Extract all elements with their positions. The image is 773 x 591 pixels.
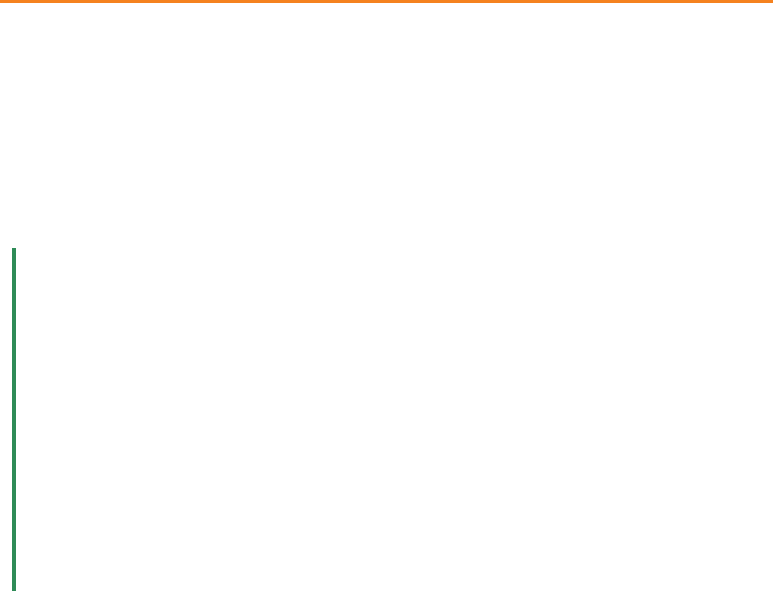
sheet-gutter-marker bbox=[12, 248, 16, 591]
accent-bar bbox=[0, 0, 773, 3]
